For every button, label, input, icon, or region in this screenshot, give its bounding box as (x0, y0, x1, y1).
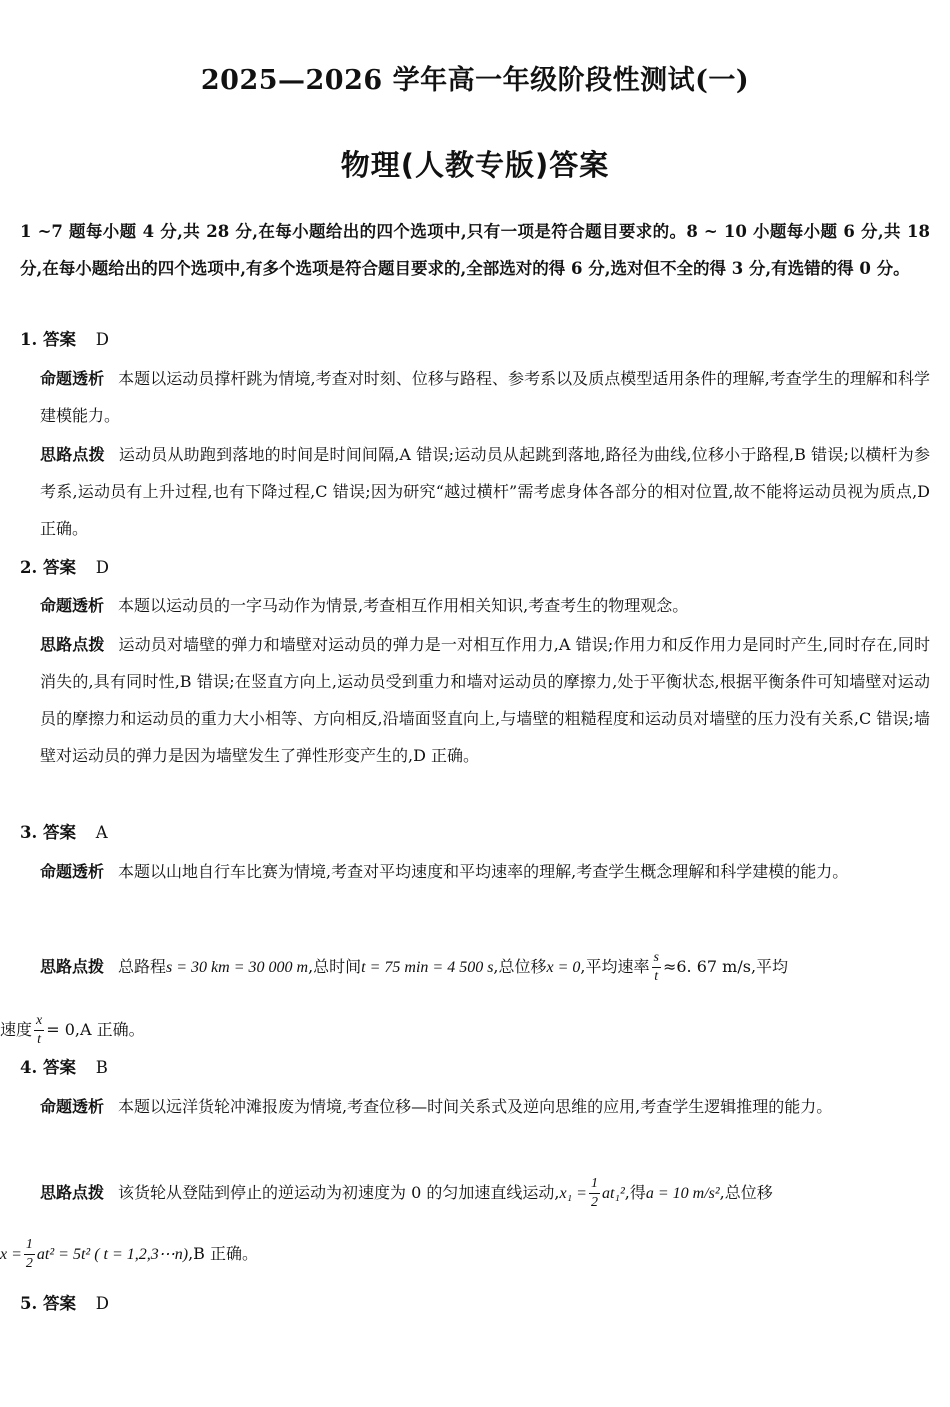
q3-speed-numerator: s (652, 949, 661, 968)
q3-speed-fraction (652, 949, 661, 986)
q3-velocity-fraction (34, 1012, 44, 1049)
q3-speed-denominator: t (654, 969, 659, 984)
q5-answer-label: 答案 (42, 1294, 76, 1313)
q1-answer-line (20, 328, 109, 352)
q3-hint-text: ≈6. 67 m/s,平均 (662, 957, 789, 976)
q3-hint-label: 思路点拨 (40, 957, 105, 976)
q4-total-displacement-tail: at² = 5t² ( t = 1,2,3⋯n) (36, 1246, 189, 1263)
q4-half-denominator: 2 (590, 1195, 598, 1210)
q3-time-formula: t = 75 min = 4 500 s (361, 959, 494, 976)
q4-hint-text: ,B 正确。 (188, 1244, 259, 1263)
q1-answer-value: D (95, 330, 109, 349)
q3-answer-label: 答案 (42, 823, 76, 842)
q1-number: 1. (20, 330, 38, 349)
q1-analysis-label: 命题透析 (40, 369, 105, 388)
q3-analysis (40, 853, 930, 890)
q1-analysis (40, 360, 930, 434)
q4-half-fraction-2 (24, 1236, 35, 1273)
q1-hint (40, 436, 930, 547)
q2-number: 2. (20, 558, 38, 577)
q2-answer-label: 答案 (42, 558, 76, 577)
q4-answer-value: B (95, 1058, 108, 1077)
q4-x1-formula-tail: at₁² (601, 1185, 625, 1202)
q2-hint-label: 思路点拨 (40, 635, 105, 654)
q2-answer-value: D (95, 558, 109, 577)
q4-acceleration-formula: a = 10 m/s² (645, 1185, 720, 1202)
q2-hint-text: 运动员对墙壁的弹力和墙壁对运动员的弹力是一对相互作用力,A 错误;作用力和反作用力是同时产生,同时存在,同时消失的,具有同时性,B 错误;在竖直方向上,运动员受到重力和墙对运动员的摩擦力,处于平衡状态,根据平衡条件可知墙壁对运动员的摩擦力和运动员的重力大小相等、方向相反,沿墙面竖直向上,与墙壁的粗糙程度和运动员对墙壁的压力没有关系,C 错误;墙壁对运动员的弹力是因为墙壁发生了弹性形变产生的,D 正确。 (40, 635, 930, 765)
q3-analysis-label: 命题透析 (40, 862, 105, 881)
q4-hint-text: 该货轮从登陆到停止的逆运动为初速度为 0 的匀加速直线运动, (118, 1183, 560, 1202)
q4-total-displacement-formula: x = (0, 1246, 22, 1263)
q4-x1-formula: x₁ = (559, 1185, 587, 1202)
q2-answer-line (20, 556, 109, 580)
q5-answer-line (20, 1292, 109, 1316)
q5-answer-value: D (95, 1294, 109, 1313)
q1-analysis-text: 本题以运动员撑杆跳为情境,考查对时刻、位移与路程、参考系以及质点模型适用条件的理解,考查学生的理解和科学建模能力。 (40, 369, 930, 425)
answer-subtitle: 物理(人教专版)答案 (340, 148, 610, 182)
q4-hint-label: 思路点拨 (40, 1183, 105, 1202)
q3-number: 3. (20, 823, 38, 842)
q4-half-numerator: 1 (589, 1175, 600, 1194)
exam-title: 2025—2026 学年高一年级阶段性测试(一) (200, 65, 750, 96)
q4-hint-text: ,总位移 (719, 1183, 773, 1202)
q3-velocity-numerator: x (34, 1012, 44, 1031)
q3-hint-text: ,总时间 (308, 957, 362, 976)
q4-analysis (40, 1088, 930, 1125)
q1-hint-text: 运动员从助跑到落地的时间是时间间隔,A 错误;运动员从起跳到落地,路径为曲线,位移小于路程,B 错误;以横杆为参考系,运动员有上升过程,也有下降过程,C 错误;因为研究“越过横杆”需考虑身体各部分的相对位置,故不能将运动员视为质点,D 正确。 (40, 445, 930, 538)
q4-analysis-text: 本题以远洋货轮冲滩报废为情境,考查位移—时间关系式及逆向思维的应用,考查学生逻辑推理的能力。 (118, 1097, 833, 1116)
q3-analysis-text: 本题以山地自行车比赛为情境,考查对平均速度和平均速率的理解,考查学生概念理解和科学建模的能力。 (118, 862, 849, 881)
q3-displacement-formula: x = 0 (546, 959, 581, 976)
q2-hint (40, 626, 930, 774)
q4-half-denominator-2: 2 (25, 1256, 33, 1271)
q3-hint-text: 速度 (0, 1020, 33, 1039)
q1-answer-label: 答案 (42, 330, 76, 349)
q4-hint-text: ,得 (624, 1183, 646, 1202)
q4-half-numerator-2: 1 (24, 1236, 35, 1255)
q4-answer-line (20, 1056, 108, 1080)
scoring-instructions: 1 ~7 题每小题 4 分,共 28 分,在每小题给出的四个选项中,只有一项是符合题目要求的。8 ~ 10 小题每小题 6 分,共 18 分,在每小题给出的四个选项中,有多个选项是符合题目要求的,全部选对的得 6 分,选对但不全的得 3 分,有选错的得 0 分。 (20, 222, 930, 278)
q4-hint (0, 1163, 930, 1285)
q3-distance-formula: s = 30 km = 30 000 m (166, 959, 309, 976)
q2-analysis (40, 587, 930, 624)
q4-analysis-label: 命题透析 (40, 1097, 105, 1116)
q3-hint (0, 936, 930, 1061)
q3-velocity-denominator: t (37, 1032, 42, 1047)
q3-answer-line (20, 821, 108, 845)
q2-analysis-text: 本题以运动员的一字马动作为情景,考查相互作用相关知识,考查考生的物理观念。 (118, 596, 689, 615)
q1-hint-label: 思路点拨 (40, 445, 105, 464)
q4-half-fraction (589, 1175, 600, 1212)
q3-hint-text: 总路程 (118, 957, 167, 976)
q4-answer-label: 答案 (42, 1058, 76, 1077)
q2-analysis-label: 命题透析 (40, 596, 105, 615)
q3-hint-text: ,总位移 (493, 957, 547, 976)
q4-number: 4. (20, 1058, 38, 1077)
q3-hint-text: ,平均速率 (580, 957, 650, 976)
q3-answer-value: A (95, 823, 108, 842)
q5-number: 5. (20, 1294, 38, 1313)
q3-hint-text: = 0,A 正确。 (46, 1020, 145, 1039)
